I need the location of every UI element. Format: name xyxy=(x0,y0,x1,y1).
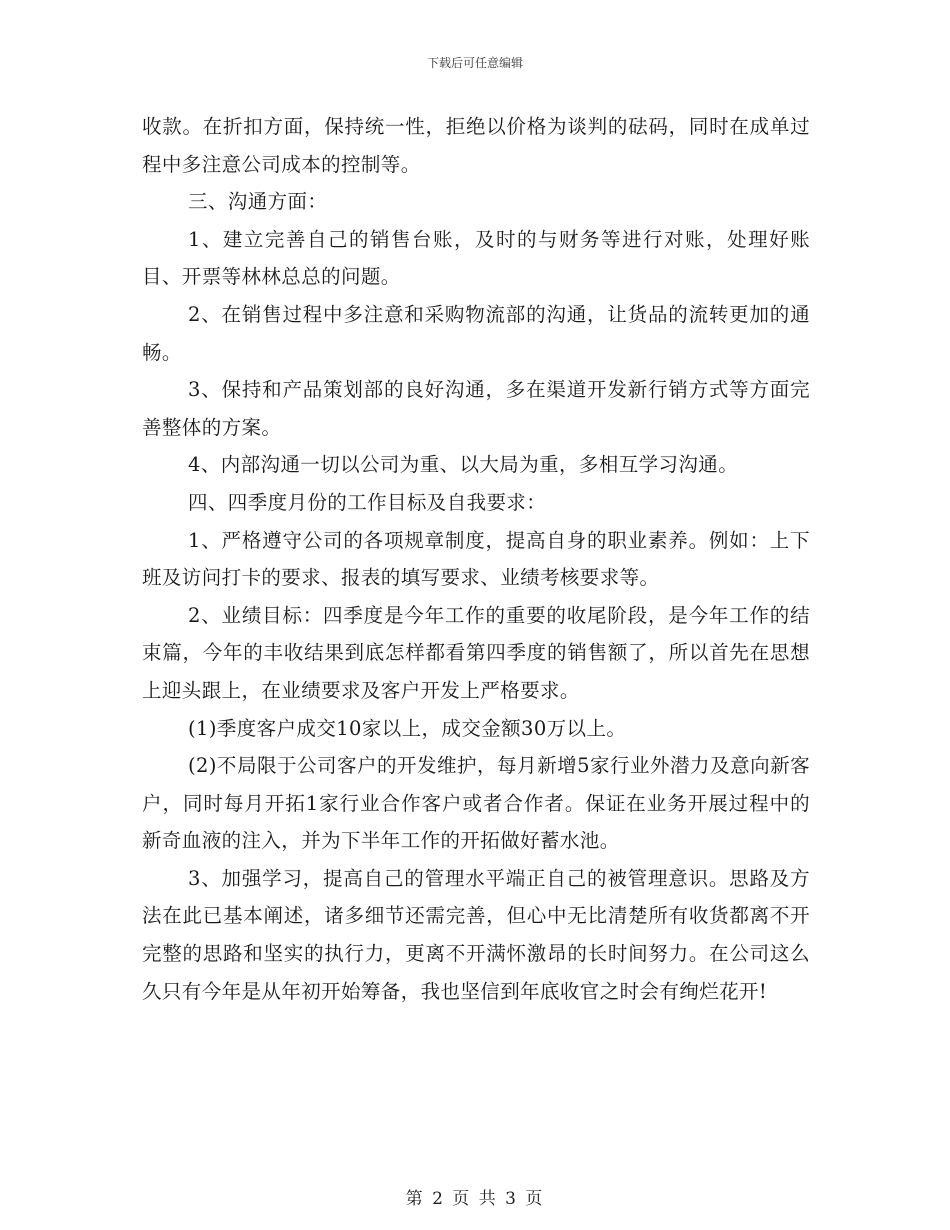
paragraph-8: 1、严格遵守公司的各项规章制度，提高自身的职业素养。例如：上下班及访问打卡的要求、报表的填写要求、业绩考核要求等。 xyxy=(142,528,810,590)
paragraph-12: 3、加强学习，提高自己的管理水平端正自己的被管理意识。思路及方法在此已基本阐述，诸多细节还需完善，但心中无比清楚所有收货都离不开完整的思路和坚实的执行力，更离不开满怀激昂的长时间努力。在公司这么久只有今年是从年初开始筹备，我也坚信到年底收官之时会有绚烂花开! xyxy=(142,866,810,1003)
page-header: 下载后可任意编辑 xyxy=(426,56,523,70)
paragraph-5: 3、保持和产品策划部的良好沟通，多在渠道开发新行销方式等方面完善整体的方案。 xyxy=(142,378,810,439)
section-heading-q4-goals: 四、四季度月份的工作目标及自我要求： xyxy=(188,490,547,514)
paragraph-11: (2)不局限于公司客户的开发维护，每月新增5家行业外潜力及意向新客户，同时每月开拓1家行业合作客户或者合作者。保证在业务开展过程中的新奇血液的注入，并为下半年工作的开拓做好蓄水池。 xyxy=(142,754,810,853)
paragraph-1: 收款。在折扣方面，保持统一性，拒绝以价格为谈判的砝码，同时在成单过程中多注意公司成本的控制等。 xyxy=(142,115,810,176)
document-body xyxy=(142,108,810,1010)
paragraph-3: 1、建立完善自己的销售台账，及时的与财务等进行对账，处理好账目、开票等林林总总的问题。 xyxy=(142,227,810,289)
paragraph-9: 2、业绩目标：四季度是今年工作的重要的收尾阶段，是今年工作的结束篇，今年的丰收结果到底怎样都看第四季度的销售额了，所以首先在思想上迎头跟上，在业绩要求及客户开发上严格要求。 xyxy=(142,603,810,702)
paragraph-10: (1)季度客户成交10家以上，成交金额30万以上。 xyxy=(188,716,627,740)
page-number-footer: 第 2 页 共 3 页 xyxy=(405,1189,545,1209)
section-heading-communication: 三、沟通方面： xyxy=(188,190,328,214)
paragraph-4: 2、在销售过程中多注意和采购物流部的沟通，让货品的流转更加的通畅。 xyxy=(142,302,810,364)
paragraph-6: 4、内部沟通一切以公司为重、以大局为重，多相互学习沟通。 xyxy=(188,453,739,477)
